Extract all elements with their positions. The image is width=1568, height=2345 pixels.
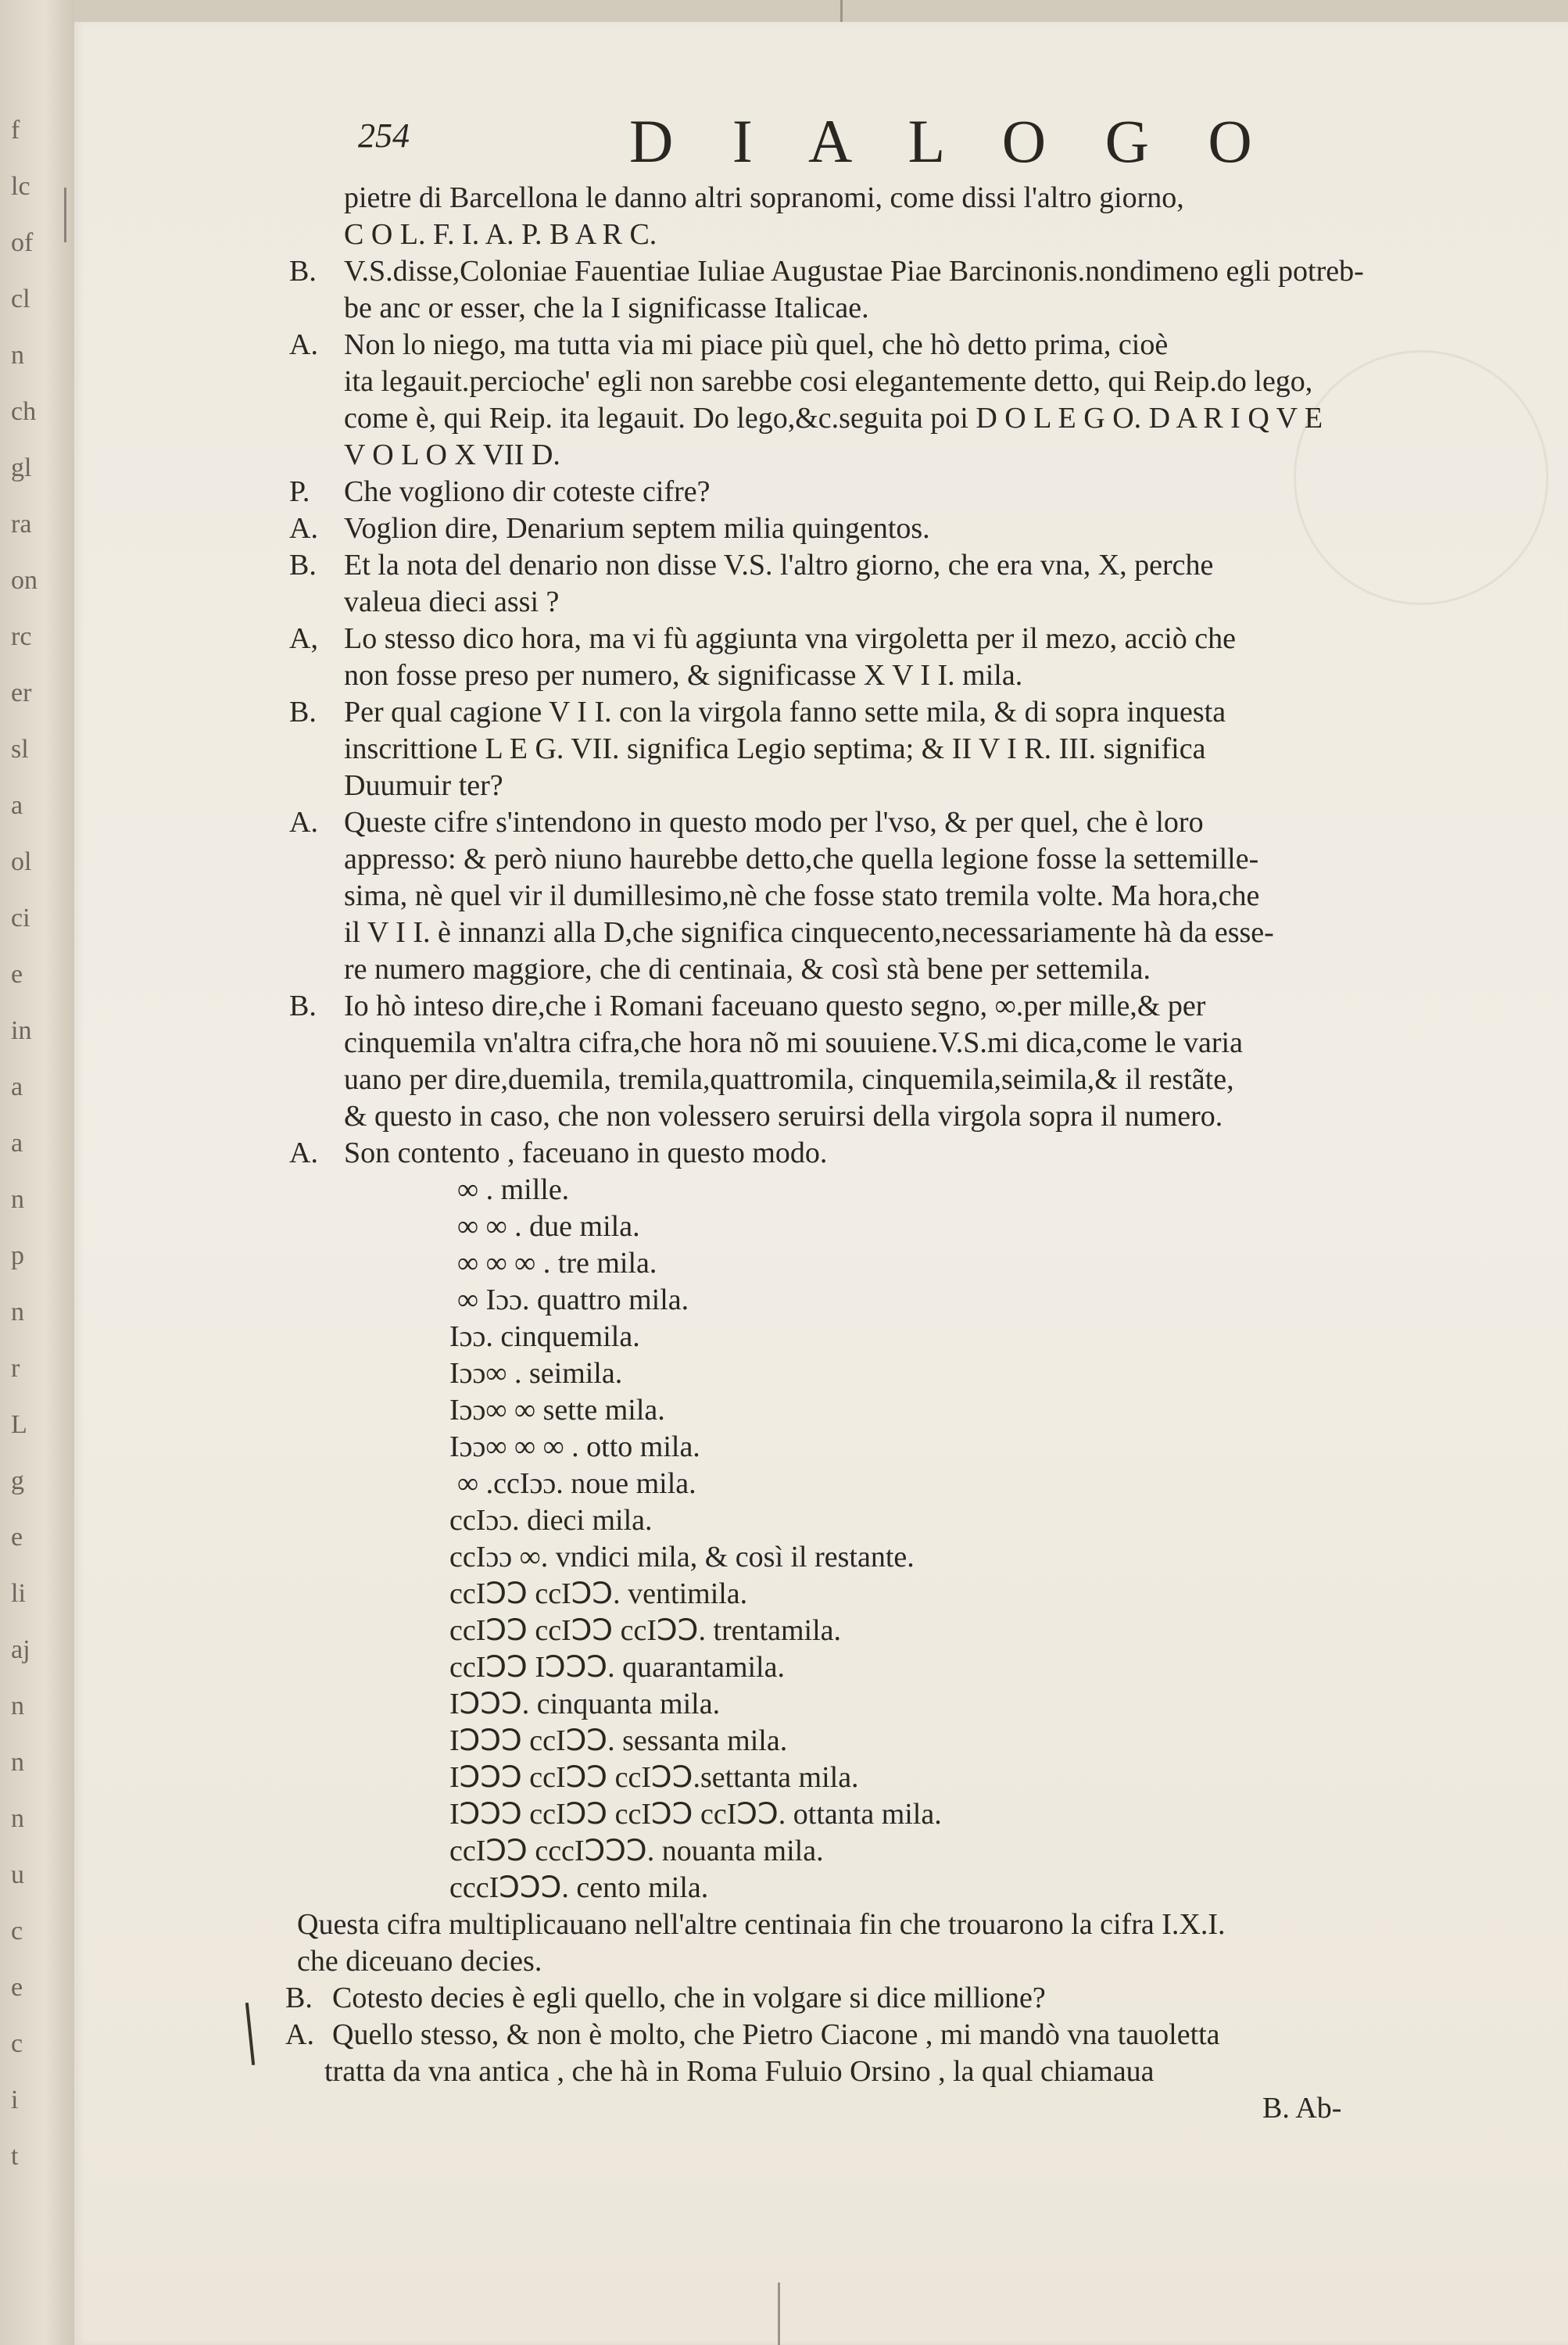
dialogue-line [289,988,1509,1025]
dialogue-line [289,510,1509,547]
speaker-label: A, [289,622,318,655]
edge-letter: f [11,116,20,145]
dialogue-line [289,841,1509,878]
dialogue-line [289,1025,1509,1062]
catchword: B. Ab- [1262,2092,1342,2125]
line-text: appresso: & però niuno haurebbe detto,che quella legione fosse la settemille- [344,843,1259,875]
edge-letter: sl [11,735,29,764]
numeral-row [289,1319,1509,1355]
dialogue-line [289,290,1509,327]
numeral-row [289,1649,1509,1686]
line-text: Queste cifre s'intendono in questo modo per l'vso, & per quel, che è loro [344,806,1204,839]
numeral-text: ∞ . mille. [457,1173,570,1206]
page-number: 254 [358,116,410,155]
line-text: V O L O X VII D. [344,439,560,471]
line-text: Io hò inteso dire,che i Romani faceuano questo segno, ∞.per mille,& per [344,990,1206,1022]
edge-letter: a [11,1072,23,1101]
numeral-row [289,1613,1509,1649]
dialogue-line [289,1098,1509,1135]
numeral-text: Iɔɔ∞ . seimila. [449,1357,623,1390]
numeral-text: IↃↃↃ. cinquanta mila. [449,1688,721,1720]
numeral-text: ccIɔɔ. dieci mila. [449,1504,653,1537]
line-text: valeua dieci assi ? [344,585,560,618]
line-text: che diceuano decies. [297,1945,542,1978]
line-text: non fosse preso per numero, & significasse X V I I. mila. [344,659,1023,692]
top-margin-band [0,0,1568,22]
line-text: & questo in caso, che non volessero seruirsi della virgola sopra il numero. [344,1100,1223,1133]
numeral-text: IↃↃↃ ccIↃↃ ccIↃↃ.settanta mila. [449,1761,859,1794]
edge-letter: e [11,960,23,989]
line-text: Son contento , faceuano in questo modo. [344,1137,828,1169]
bottom-crease [778,2282,780,2345]
line-text: uano per dire,duemila, tremila,quattromila, cinquemila,seimila,& il restãte, [344,1063,1234,1096]
line-text: Non lo niego, ma tutta via mi piace più quel, che hò detto prima, cioè [344,328,1169,361]
dialogue-line [289,694,1509,731]
edge-letter: of [11,228,34,257]
numeral-text: ∞ ∞ ∞ . tre mila. [457,1247,657,1280]
line-text: Duumuir ter? [344,769,503,802]
line-text: Questa cifra multiplicauano nell'altre centinaia fin che trouarono la cifra I.X.I. [297,1908,1226,1941]
numeral-row [289,1870,1509,1906]
edge-letter: c [11,1917,23,1946]
edge-letter: ra [11,510,32,539]
numeral-row [289,1355,1509,1392]
numeral-row [289,1282,1509,1319]
margin-tick [64,188,66,242]
closing-line [285,2017,1509,2053]
numeral-row [289,1502,1509,1539]
numeral-row [289,1576,1509,1613]
numeral-row [289,1539,1509,1576]
edge-letter: li [11,1579,26,1608]
edge-letter: p [11,1241,24,1270]
dialogue-line [289,180,1509,217]
closing-line [285,1980,1509,2017]
catchword-line [289,2090,1509,2127]
numeral-text: Iɔɔ∞ ∞ sette mila. [449,1394,665,1427]
edge-letter: ci [11,904,30,933]
line-text: Che vogliono dir coteste cifre? [344,475,711,508]
numeral-text: ccIↃↃ ccIↃↃ ccIↃↃ. trentamila. [449,1614,842,1647]
speaker-label: P. [289,475,310,508]
dialogue-line [289,253,1509,290]
dialogue-line [289,1135,1509,1172]
line-text: Quello stesso, & non è molto, che Pietro Ciacone , mi mandò vna tauoletta [332,2018,1220,2051]
edge-letter: n [11,1185,24,1214]
dialogue-line [289,621,1509,657]
numeral-row [289,1245,1509,1282]
numeral-table [289,1172,1509,1906]
closing-line [289,1943,1509,1980]
dialogue-line [289,474,1509,510]
numeral-text: ccIɔɔ ∞. vndici mila, & così il restante. [449,1541,915,1573]
numeral-text: Iɔɔ. cinquemila. [449,1320,640,1353]
edge-letter: e [11,1523,23,1552]
speaker-label: B. [285,1982,313,2014]
speaker-label: B. [289,549,317,582]
edge-letter: a [11,1129,23,1158]
line-text: Lo stesso dico hora, ma vi fù aggiunta vna virgoletta per il mezo, acciò che [344,622,1237,655]
numeral-row [289,1392,1509,1429]
line-text: inscrittione L E G. VII. significa Legio septima; & II V I R. III. significa [344,732,1206,765]
line-text: Cotesto decies è egli quello, che in volgare si dice millione? [332,1982,1046,2014]
speaker-label: A. [289,806,318,839]
page-text-block [285,107,1509,2127]
numeral-text: ∞ ∞ . due mila. [457,1210,640,1243]
numeral-text: ccIↃↃ ccIↃↃ. ventimila. [449,1577,748,1610]
dialogue-line [289,804,1509,841]
line-text: V.S.disse,Coloniae Fauentiae Iuliae Augustae Piae Barcinonis.nondimeno egli potreb- [344,255,1364,288]
line-text: re numero maggiore, che di centinaia, & così stà bene per settemila. [344,953,1151,986]
dialogue-line [289,731,1509,768]
edge-letter: n [11,1298,24,1326]
edge-letter: n [11,1692,24,1720]
edge-letter: aj [11,1635,30,1664]
line-text: ita legauit.percioche' egli non sarebbe cosi elegantemente detto, qui Reip.do lego, [344,365,1313,398]
edge-letter: gl [11,453,32,482]
numeral-text: ∞ Iɔɔ. quattro mila. [457,1283,689,1316]
edge-letter: t [11,2142,19,2171]
edge-letter: g [11,1466,24,1495]
closing-line [289,2053,1509,2090]
dialogue-line [289,437,1509,474]
line-text: sima, nè quel vir il dumillesimo,nè che fosse stato tremila volte. Ma hora,che [344,879,1260,912]
numeral-text: cccIↃↃↃ. cento mila. [449,1871,709,1904]
edge-letter: ch [11,397,37,426]
dialogue-line [289,878,1509,915]
numeral-text: Iɔɔ∞ ∞ ∞ . otto mila. [449,1430,700,1463]
line-text: Per qual cagione V I I. con la virgola fanno sette mila, & di sopra inquesta [344,696,1226,729]
edge-letter: in [11,1016,32,1045]
dialogue-line [289,400,1509,437]
dialogue-line [289,217,1509,253]
edge-letter: er [11,678,32,707]
numeral-row [289,1686,1509,1723]
numeral-text: ccIↃↃ IↃↃↃ. quarantamila. [449,1651,785,1684]
edge-letter: r [11,1354,20,1383]
numeral-row [289,1833,1509,1870]
numeral-text: IↃↃↃ ccIↃↃ. sessanta mila. [449,1724,788,1757]
edge-letter: i [11,2085,19,2114]
dialogue-line [289,327,1509,363]
adjacent-page-edge [0,0,74,2345]
edge-letter: lc [11,172,30,201]
edge-letter: n [11,1804,24,1833]
line-text: Voglion dire, Denarium septem milia quingentos. [344,512,930,545]
edge-letter: n [11,1748,24,1777]
numeral-row [289,1796,1509,1833]
edge-letter: ol [11,847,32,876]
numeral-text: ccIↃↃ cccIↃↃↃ. nouanta mila. [449,1835,824,1867]
numeral-row [289,1429,1509,1466]
edge-letter: n [11,341,24,370]
speaker-label: A. [289,512,318,545]
speaker-label: B. [289,696,317,729]
dialogue-line [289,547,1509,584]
line-text: il V I I. è innanzi alla D,che significa cinquecento,necessariamente hà da esse- [344,916,1274,949]
edge-letter: L [11,1410,27,1439]
running-head [289,109,1509,180]
dialogue-line [289,657,1509,694]
edge-letter: u [11,1860,24,1889]
numeral-row [289,1172,1509,1208]
edge-letter: a [11,791,23,820]
line-text: cinquemila vn'altra cifra,che hora nõ mi souuiene.V.S.mi dica,come le varia [344,1026,1243,1059]
numeral-row [289,1466,1509,1502]
dialogue-line [289,768,1509,804]
line-text: pietre di Barcellona le danno altri sopranomi, come dissi l'altro giorno, [344,181,1184,214]
numeral-text: IↃↃↃ ccIↃↃ ccIↃↃ ccIↃↃ. ottanta mila. [449,1798,942,1831]
edge-letter: e [11,1973,23,2002]
dialogue-line [289,951,1509,988]
speaker-label: B. [289,990,317,1022]
speaker-label: A. [289,1137,318,1169]
speaker-label: A. [289,328,318,361]
speaker-label: A. [285,2018,314,2051]
edge-letter: c [11,2029,23,2058]
line-text: be anc or esser, che la I significasse Italicae. [344,292,869,324]
edge-letter: rc [11,622,32,651]
dialogue-line [289,915,1509,951]
running-title: D I A L O G O [629,107,1274,175]
line-text: tratta da vna antica , che hà in Roma Fuluio Orsino , la qual chiamaua [324,2055,1155,2088]
line-text: C O L. F. I. A. P. B A R C. [344,218,657,251]
numeral-row [289,1208,1509,1245]
numeral-row [289,1723,1509,1760]
dialogue-line [289,363,1509,400]
dialogue-line [289,1062,1509,1098]
numeral-text: ∞ .ccIɔɔ. noue mila. [457,1467,696,1500]
closing-line [289,1906,1509,1943]
dialogue-line [289,584,1509,621]
line-text: Et la nota del denario non disse V.S. l'altro giorno, che era vna, X, perche [344,549,1214,582]
line-text: come è, qui Reip. ita legauit. Do lego,&c.seguita poi D O L E G O. D A R I Q V E [344,402,1323,435]
speaker-label: B. [289,255,317,288]
edge-letter: cl [11,285,30,313]
edge-letter: on [11,566,38,595]
numeral-row [289,1760,1509,1796]
dialogue-lines [289,180,1509,1172]
closing-lines [285,1906,1509,2090]
